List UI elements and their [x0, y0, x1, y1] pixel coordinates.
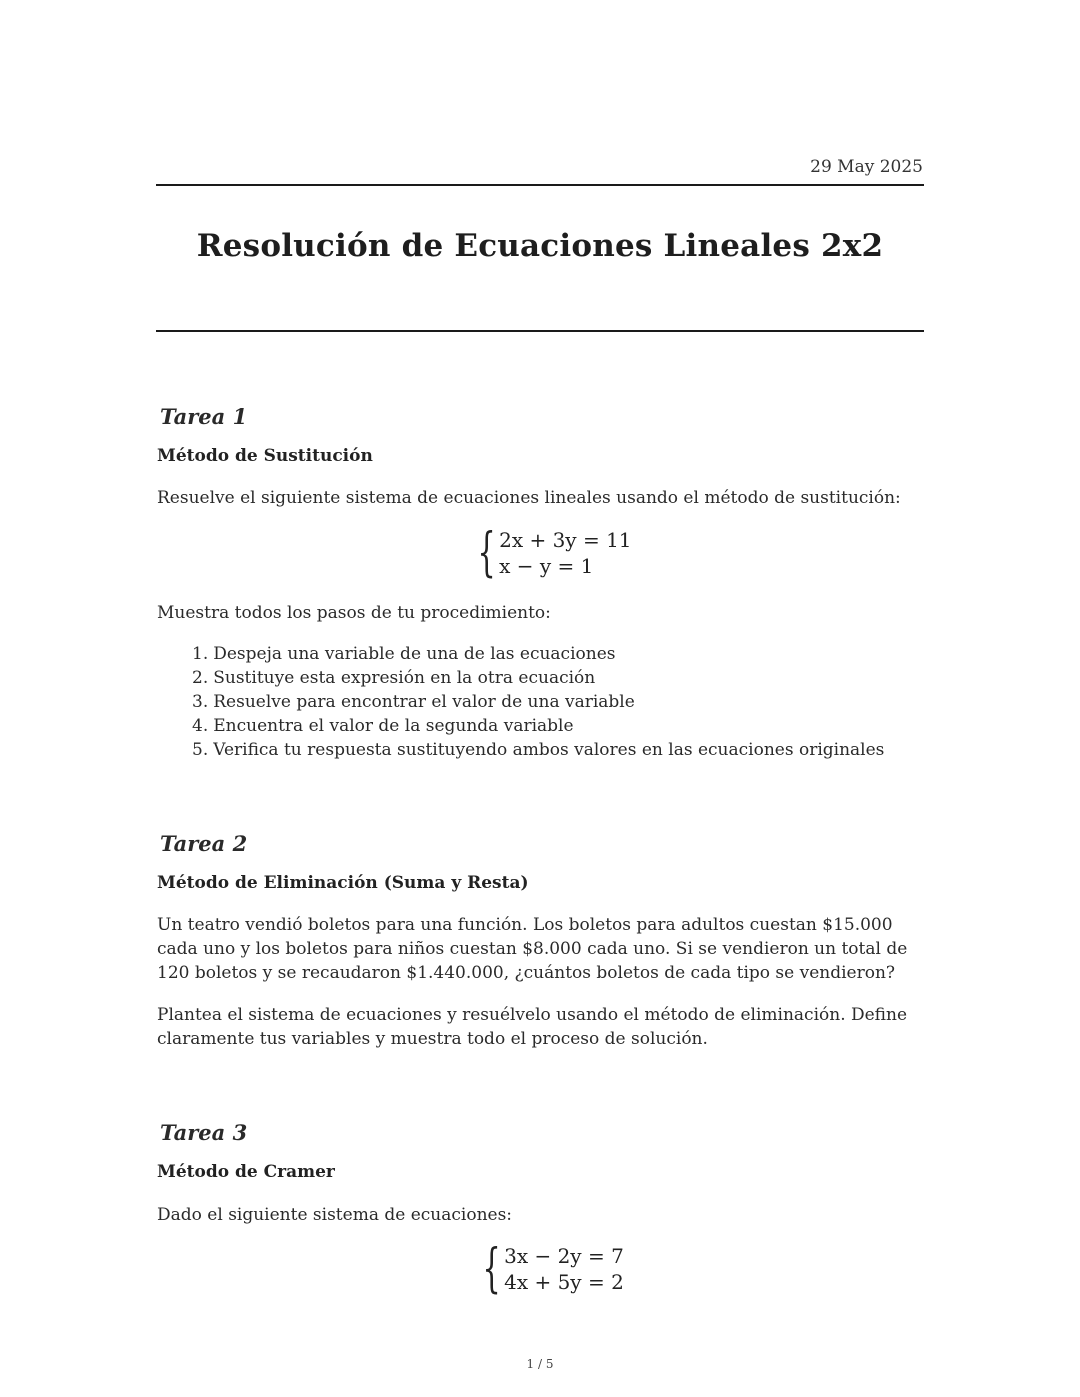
list-item: 1. Despeja una variable de una de las ecuaciones [192, 644, 616, 664]
task1-equation-2: x − y = 1 [499, 554, 594, 578]
task1-equation-system [470, 523, 632, 583]
list-item: 5. Verifica tu respuesta sustituyendo ambos valores en las ecuaciones originales [192, 740, 885, 760]
left-brace: { [477, 523, 496, 583]
document-date: 29 May 2025 [810, 157, 923, 177]
task2-problem: Un teatro vendió boletos para una función. Los boletos para adultos cuestan $15.000 cada uno y los boletos para niños cuestan $8.000 cada uno. Si se vendieron un total de 120 boletos y se recaudaron $1.440.000, ¿cuántos boletos de cada tipo se vendieron? [157, 915, 908, 983]
task1-steps-intro: Muestra todos los pasos de tu procedimiento: [157, 603, 551, 623]
task2-method: Método de Eliminación (Suma y Resta) [157, 873, 529, 893]
title-rule [156, 330, 924, 332]
task1-intro: Resuelve el siguiente sistema de ecuaciones lineales usando el método de sustitución: [157, 488, 901, 508]
page-title: Resolución de Ecuaciones Lineales 2x2 [196, 228, 884, 264]
list-item: 3. Resuelve para encontrar el valor de una variable [192, 692, 635, 712]
task1-heading: Tarea 1 [160, 404, 248, 429]
task1-equation-1: 2x + 3y = 11 [499, 528, 632, 552]
task3-equation-2: 4x + 5y = 2 [504, 1270, 624, 1294]
task3-equation-1: 3x − 2y = 7 [504, 1244, 624, 1268]
task3-heading: Tarea 3 [160, 1120, 248, 1145]
task2-heading: Tarea 2 [160, 831, 248, 856]
task3-method: Método de Cramer [157, 1162, 335, 1182]
list-item: 4. Encuentra el valor de la segunda variable [192, 716, 574, 736]
task1-steps-list [192, 642, 884, 762]
page-number: 1 / 5 [526, 1357, 554, 1371]
list-item: 2. Sustituye esta expresión en la otra ecuación [192, 668, 596, 688]
left-brace: { [482, 1239, 501, 1299]
task2-instructions: Plantea el sistema de ecuaciones y resuélvelo usando el método de eliminación. Define claramente tus variables y muestra todo el proceso de solución. [157, 1005, 908, 1049]
header-rule [156, 184, 924, 186]
task3-equation-system [475, 1239, 624, 1299]
task1-method: Método de Sustitución [157, 446, 373, 466]
task3-intro: Dado el siguiente sistema de ecuaciones: [157, 1205, 513, 1225]
